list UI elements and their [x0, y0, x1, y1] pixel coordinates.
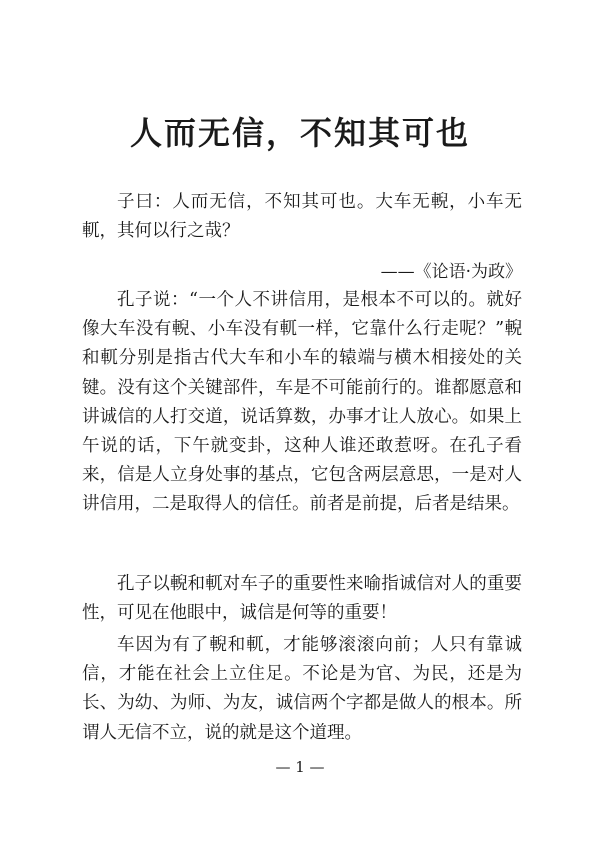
page-number: — 1 — — [275, 758, 325, 776]
quote-attribution: ——《论语·为政》 — [380, 262, 522, 282]
paragraph-conclusion: 车因为有了輗和軏，才能够滚滚向前；人只有靠诚信，才能在社会上立住足。不论是为官、为民，还是为长、为幼、为师、为友，诚信两个字都是做人的根本。所谓人无信不立，说的就是这个道理。 — [82, 635, 522, 743]
paragraph-importance: 孔子以輗和軏对车子的重要性来喻指诚信对人的重要性，可见在他眼中，诚信是何等的重要！ — [82, 574, 522, 624]
page-title: 人而无信，不知其可也 — [129, 114, 470, 152]
paragraph-explanation: 孔子说：“一个人不讲信用，是根本不可以的。就好像大车没有輗、小车没有軏一样，它靠什么行走呢？”輗和軏分别是指古代大车和小车的辕端与横木相接处的关键。没有这个关键部件，车是不可能前行的。谁都愿意和讲诚信的人打交道，说话算数，办事才让人放心。如果上午说的话，下午就变卦，这种人谁还敢惹呀。在孔子看来，信是人立身处事的基点，它包含两层意思，一是对人讲信用，二是取得人的信任。前者是前提，后者是结果。 — [82, 290, 522, 515]
classical-quote: 子曰：人而无信，不知其可也。大车无輗，小车无軏，其何以行之哉？ — [82, 192, 522, 242]
